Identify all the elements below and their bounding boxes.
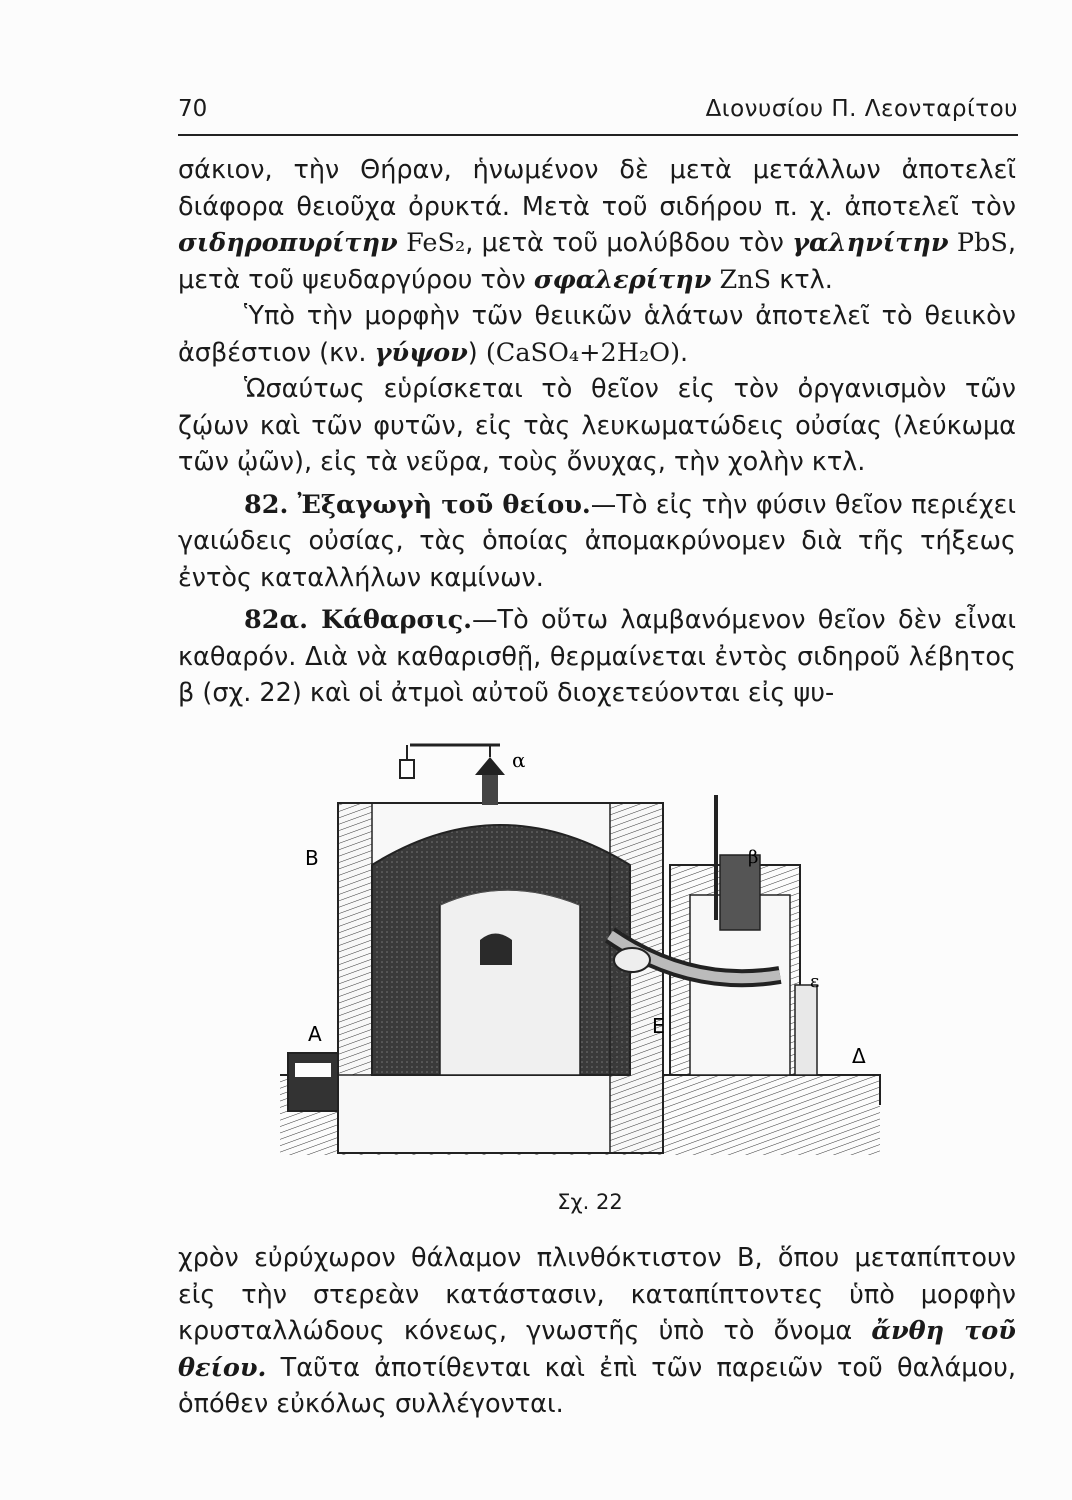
term-gypsum: γύψον — [374, 337, 468, 368]
paragraph-4: 82. Ἐξαγωγὴ τοῦ θείου.—Τὸ εἰς τὴν φύσιν θεῖον περιέχει γαιώδεις οὐσίας, τὰς ὁποίας ἀπομακρύνομεν διὰ τῆς τήξεως ἐντὸς καταλλήλων καμίνων. — [178, 489, 1016, 593]
label-e-upper: Ε — [652, 1014, 665, 1038]
page-number: 70 — [178, 96, 208, 122]
chamber-b — [338, 803, 663, 1153]
term-galena: γαληνίτην — [792, 228, 949, 258]
label-alpha: α — [512, 748, 526, 772]
term-sphalerite: σφαλερίτην — [533, 264, 712, 295]
formula-pbs: PbS — [956, 228, 1008, 258]
label-epsilon: ε — [810, 971, 820, 992]
formula-caso4: (CaSO₄+2H₂O) — [485, 337, 681, 368]
label-a-door: Α — [308, 1022, 322, 1046]
paragraph-5: 82α. Κάθαρσις.—Τὸ οὕτω λαμβανόμενον θεῖον δὲν εἶναι καθαρόν. Διὰ νὰ καθαρισθῇ, θερμαίνεται ἐντὸς σιδηροῦ λέβητος β (σχ. 22) καὶ οἱ ἀτμοὶ αὐτοῦ διοχετεύονται εἰς ψυ- — [178, 605, 1017, 708]
term-flowers-of-sulfur: ἄνθη τοῦ θείου. — [178, 1316, 1016, 1383]
furnace-figure — [250, 735, 910, 1180]
section-heading-82: 82. Ἐξαγωγὴ τοῦ θείου. — [244, 489, 591, 520]
paragraph-1: σάκιον, τὴν Θήραν, ἡνωμένον δὲ μετὰ μετάλλων ἀποτελεῖ διάφορα θειοῦχα ὀρυκτά. Μετὰ τοῦ σιδήρου π. χ. ἀποτελεῖ τὸν σιδηροπυρίτην FeS₂, μετὰ τοῦ μολύβδου τὸν γαληνίτην PbS, μετὰ τοῦ ψευδαργύρου τὸν σφαλερίτην ZnS κτλ. — [178, 155, 1016, 295]
paragraph-3: Ὡσαύτως εὑρίσκεται τὸ θεῖον εἰς τὸν ὀργανισμὸν τῶν ζῴων καὶ τῶν φυτῶν, εἰς τὰς λευκωματώδεις οὐσίας (λεύκωμα τῶν ᾠῶν), εἰς τὰ νεῦρα, τοὺς ὄνυχας, τὴν χολὴν κτλ. — [178, 374, 1016, 477]
text-block-bottom — [178, 1240, 1016, 1423]
top-valve — [400, 745, 505, 805]
page-header — [178, 96, 1018, 136]
label-b-chamber: Β — [305, 846, 319, 870]
header-rule — [178, 134, 1018, 136]
formula-zns: ZnS — [719, 264, 772, 295]
running-head: Διονυσίου Π. Λεονταρίτου — [705, 96, 1018, 122]
label-delta: Δ — [852, 1044, 866, 1068]
text-block-top — [178, 152, 1016, 712]
label-beta: β — [748, 847, 759, 868]
paragraph-2: Ὑπὸ τὴν μορφὴν τῶν θειικῶν ἁλάτων ἀποτελεῖ τὸ θειικὸν ἀσβέστιον (κν. γύψον) (CaSO₄+2H₂O). — [178, 301, 1016, 368]
paragraph-6: χρὸν εὐρύχωρον θάλαμον πλινθόκτιστον Β, ὅπου μεταπίπτουν εἰς τὴν στερεὰν κατάστασιν, καταπίπτοντες ὑπὸ μορφὴν κρυσταλλώδους κόνεως, γνωστῆς ὑπὸ τὸ ὄνομα ἄνθη τοῦ θείου. Ταῦτα ἀποτίθενται καὶ ἐπὶ τῶν παρειῶν τοῦ θαλάμου, ὁπόθεν εὐκόλως συλλέγονται. — [178, 1243, 1016, 1419]
section-heading-82a: 82α. Κάθαρσις. — [244, 605, 472, 635]
term-pyrite: σιδηροπυρίτην — [178, 228, 398, 258]
furnace-door — [288, 1053, 338, 1111]
figure-caption: Σχ. 22 — [557, 1190, 623, 1214]
formula-fes2: FeS₂ — [406, 228, 466, 258]
